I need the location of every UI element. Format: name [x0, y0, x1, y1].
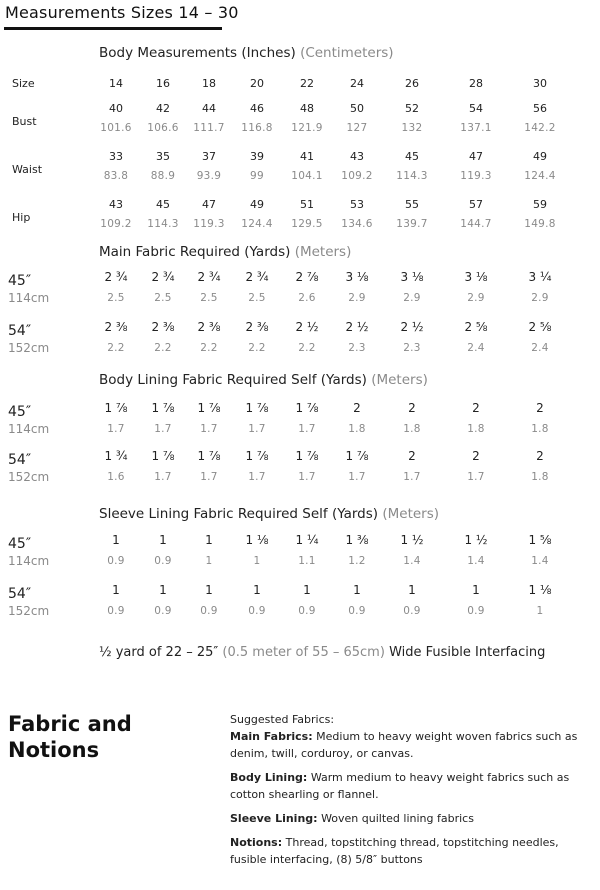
yards-cell: 1 ⅞ [345, 449, 369, 463]
meters-cell: 1.8 [348, 423, 366, 435]
meters-cell: 0.9 [154, 605, 172, 617]
meters-cell: 2.3 [348, 342, 366, 354]
interfacing-note: ½ yard of 22 – 25″ (0.5 meter of 55 – 65cm) Wide Fusible Interfacing [99, 645, 546, 660]
fabric-width-cm: 152cm [8, 470, 50, 484]
main-fabric-heading: Main Fabric Required (Yards) (Meters) [99, 244, 352, 260]
centimeters-cell: 114.3 [396, 170, 428, 182]
meters-cell: 2.9 [467, 292, 485, 304]
row-label-hip: Hip [12, 211, 31, 224]
meters-cell: 2.9 [348, 292, 366, 304]
yards-cell: 2 ¾ [151, 270, 175, 284]
meters-cell: 1 [205, 555, 213, 567]
meters-cell: 1.4 [403, 555, 421, 567]
fabric-width-cm: 114cm [8, 291, 50, 305]
meters-cell: 1.4 [531, 555, 549, 567]
inches-cell: 43 [350, 150, 364, 163]
centimeters-cell: 116.8 [241, 122, 273, 134]
yards-cell: 2 [408, 401, 416, 415]
inches-cell: 42 [156, 102, 170, 115]
centimeters-cell: 127 [346, 122, 368, 134]
yards-cell: 3 ¼ [528, 270, 552, 284]
meters-cell: 0.9 [348, 605, 366, 617]
meters-cell: 1.8 [403, 423, 421, 435]
centimeters-cell: 111.7 [193, 122, 225, 134]
meters-cell: 1.7 [154, 471, 172, 483]
inches-cell: 41 [300, 150, 314, 163]
meters-cell: 2.5 [200, 292, 218, 304]
title-underline [4, 27, 222, 30]
yards-cell: 1 ⅞ [151, 401, 175, 415]
yards-cell: 2 [536, 401, 544, 415]
meters-cell: 2.2 [298, 342, 316, 354]
yards-cell: 2 ½ [400, 320, 424, 334]
inches-cell: 39 [250, 150, 264, 163]
row-label-waist: Waist [12, 163, 43, 176]
size-cell: 30 [533, 77, 547, 90]
yards-cell: 1 ⅞ [197, 449, 221, 463]
yards-cell: 1 ⅞ [295, 449, 319, 463]
meters-cell: 2.2 [107, 342, 125, 354]
yards-cell: 2 [472, 449, 480, 463]
yards-cell: 3 ⅛ [400, 270, 424, 284]
meters-cell: 1.7 [298, 471, 316, 483]
yards-cell: 1 ¼ [295, 533, 319, 547]
centimeters-cell: 99 [250, 170, 264, 182]
yards-cell: 1 [205, 583, 213, 597]
yards-cell: 1 ⅛ [528, 583, 552, 597]
inches-cell: 59 [533, 198, 547, 211]
yards-cell: 1 ⅛ [245, 533, 269, 547]
fabric-notions-title: Fabric and Notions [8, 712, 132, 762]
meters-cell: 1 [536, 605, 544, 617]
meters-cell: 0.9 [107, 555, 125, 567]
meters-cell: 1.7 [298, 423, 316, 435]
inches-cell: 45 [156, 198, 170, 211]
inches-cell: 37 [202, 150, 216, 163]
yards-cell: 3 ⅛ [464, 270, 488, 284]
page-title: Measurements Sizes 14 – 30 [5, 3, 239, 22]
meters-cell: 0.9 [467, 605, 485, 617]
centimeters-cell: 93.9 [196, 170, 222, 182]
yards-cell: 2 ¾ [104, 270, 128, 284]
centimeters-cell: 144.7 [460, 218, 492, 230]
size-cell: 28 [469, 77, 483, 90]
fabric-width-inches: 54″ [8, 452, 32, 468]
yards-cell: 2 ⅜ [245, 320, 269, 334]
yards-cell: 2 ⅞ [295, 270, 319, 284]
meters-cell: 0.9 [107, 605, 125, 617]
meters-cell: 0.9 [403, 605, 421, 617]
centimeters-cell: 124.4 [524, 170, 556, 182]
yards-cell: 2 [536, 449, 544, 463]
meters-cell: 1.7 [200, 423, 218, 435]
inches-cell: 54 [469, 102, 483, 115]
centimeters-cell: 88.9 [150, 170, 176, 182]
centimeters-cell: 101.6 [100, 122, 132, 134]
centimeters-cell: 134.6 [341, 218, 373, 230]
meters-cell: 2.3 [403, 342, 421, 354]
centimeters-cell: 139.7 [396, 218, 428, 230]
meters-cell: 1 [253, 555, 261, 567]
meters-cell: 2.6 [298, 292, 316, 304]
inches-cell: 50 [350, 102, 364, 115]
centimeters-cell: 137.1 [460, 122, 492, 134]
yards-cell: 1 ⅞ [245, 449, 269, 463]
centimeters-cell: 149.8 [524, 218, 556, 230]
yards-cell: 2 ½ [295, 320, 319, 334]
yards-cell: 1 ½ [464, 533, 488, 547]
inches-cell: 46 [250, 102, 264, 115]
inches-cell: 47 [469, 150, 483, 163]
yards-cell: 1 [303, 583, 311, 597]
centimeters-cell: 114.3 [147, 218, 179, 230]
meters-cell: 2.5 [154, 292, 172, 304]
yards-cell: 1 [353, 583, 361, 597]
centimeters-cell: 129.5 [291, 218, 323, 230]
yards-cell: 2 ⅜ [104, 320, 128, 334]
meters-cell: 2.9 [531, 292, 549, 304]
inches-cell: 52 [405, 102, 419, 115]
fabric-width-cm: 152cm [8, 341, 50, 355]
size-cell: 26 [405, 77, 419, 90]
meters-cell: 2.9 [403, 292, 421, 304]
meters-cell: 0.9 [154, 555, 172, 567]
fabric-width-cm: 114cm [8, 554, 50, 568]
yards-cell: 1 ⅞ [197, 401, 221, 415]
notes-item-sleeve-lining: Sleeve Lining: Woven quilted lining fabrics [230, 812, 474, 825]
meters-cell: 0.9 [248, 605, 266, 617]
fabric-width-cm: 114cm [8, 422, 50, 436]
meters-cell: 1.2 [348, 555, 366, 567]
body-lining-heading: Body Lining Fabric Required Self (Yards) (Meters) [99, 372, 428, 388]
inches-cell: 45 [405, 150, 419, 163]
row-label-bust: Bust [12, 115, 37, 128]
yards-cell: 1 [112, 533, 120, 547]
meters-cell: 1.1 [298, 555, 316, 567]
meters-cell: 1.7 [154, 423, 172, 435]
meters-cell: 1.7 [248, 471, 266, 483]
yards-cell: 2 ⅜ [197, 320, 221, 334]
fabric-width-inches: 45″ [8, 536, 32, 552]
meters-cell: 1.8 [531, 423, 549, 435]
meters-cell: 2.5 [248, 292, 266, 304]
inches-cell: 49 [533, 150, 547, 163]
meters-cell: 1.8 [531, 471, 549, 483]
meters-cell: 1.8 [467, 423, 485, 435]
meters-cell: 2.4 [467, 342, 485, 354]
yards-cell: 2 ¾ [197, 270, 221, 284]
centimeters-cell: 109.2 [341, 170, 373, 182]
yards-cell: 2 ⅝ [528, 320, 552, 334]
inches-cell: 56 [533, 102, 547, 115]
centimeters-cell: 104.1 [291, 170, 323, 182]
yards-cell: 1 ⅞ [104, 401, 128, 415]
centimeters-cell: 109.2 [100, 218, 132, 230]
centimeters-cell: 121.9 [291, 122, 323, 134]
centimeters-cell: 106.6 [147, 122, 179, 134]
yards-cell: 1 [159, 583, 167, 597]
yards-cell: 1 ⅜ [345, 533, 369, 547]
fabric-width-inches: 54″ [8, 323, 32, 339]
yards-cell: 1 [112, 583, 120, 597]
fabric-notions-list [230, 711, 590, 875]
meters-cell: 1.7 [467, 471, 485, 483]
fabric-width-inches: 45″ [8, 273, 32, 289]
meters-cell: 1.7 [403, 471, 421, 483]
meters-cell: 2.2 [248, 342, 266, 354]
yards-cell: 1 [472, 583, 480, 597]
yards-cell: 1 ⅞ [245, 401, 269, 415]
size-cell: 16 [156, 77, 170, 90]
centimeters-cell: 119.3 [193, 218, 225, 230]
fabric-width-cm: 152cm [8, 604, 50, 618]
yards-cell: 2 ¾ [245, 270, 269, 284]
inches-cell: 40 [109, 102, 123, 115]
body-measurements-heading: Body Measurements (Inches) (Centimeters) [99, 45, 394, 61]
size-cell: 18 [202, 77, 216, 90]
yards-cell: 1 ⅞ [151, 449, 175, 463]
inches-cell: 44 [202, 102, 216, 115]
meters-cell: 1.7 [200, 471, 218, 483]
inches-cell: 33 [109, 150, 123, 163]
meters-cell: 1.7 [248, 423, 266, 435]
yards-cell: 2 [408, 449, 416, 463]
size-cell: 14 [109, 77, 123, 90]
meters-cell: 0.9 [200, 605, 218, 617]
inches-cell: 55 [405, 198, 419, 211]
fabric-width-inches: 54″ [8, 586, 32, 602]
yards-cell: 2 ⅜ [151, 320, 175, 334]
notes-item-body-lining: Body Lining: Warm medium to heavy weight fabrics such as cotton shearling or flannel. [230, 771, 570, 801]
centimeters-cell: 132 [401, 122, 423, 134]
inches-cell: 51 [300, 198, 314, 211]
yards-cell: 1 ¾ [104, 449, 128, 463]
yards-cell: 1 ⅞ [295, 401, 319, 415]
yards-cell: 1 ½ [400, 533, 424, 547]
size-label: Size [12, 77, 35, 90]
yards-cell: 2 [353, 401, 361, 415]
meters-cell: 2.2 [200, 342, 218, 354]
yards-cell: 2 [472, 401, 480, 415]
yards-cell: 1 [408, 583, 416, 597]
centimeters-cell: 119.3 [460, 170, 492, 182]
meters-cell: 1.7 [348, 471, 366, 483]
inches-cell: 43 [109, 198, 123, 211]
inches-cell: 53 [350, 198, 364, 211]
meters-cell: 2.2 [154, 342, 172, 354]
inches-cell: 48 [300, 102, 314, 115]
size-cell: 22 [300, 77, 314, 90]
centimeters-cell: 124.4 [241, 218, 273, 230]
inches-cell: 35 [156, 150, 170, 163]
meters-cell: 1.6 [107, 471, 125, 483]
yards-cell: 1 [205, 533, 213, 547]
meters-cell: 1.7 [107, 423, 125, 435]
centimeters-cell: 83.8 [103, 170, 129, 182]
centimeters-cell: 142.2 [524, 122, 556, 134]
meters-cell: 0.9 [298, 605, 316, 617]
size-cell: 24 [350, 77, 364, 90]
yards-cell: 2 ½ [345, 320, 369, 334]
sleeve-lining-heading: Sleeve Lining Fabric Required Self (Yards) (Meters) [99, 506, 440, 522]
inches-cell: 57 [469, 198, 483, 211]
inches-cell: 49 [250, 198, 264, 211]
size-cell: 20 [250, 77, 264, 90]
yards-cell: 2 ⅝ [464, 320, 488, 334]
suggested-fabrics-label: Suggested Fabrics: [230, 713, 335, 726]
fabric-width-inches: 45″ [8, 404, 32, 420]
yards-cell: 3 ⅛ [345, 270, 369, 284]
notes-item-notions: Notions: Thread, topstitching thread, topstitching needles, fusible interfacing, (8) 5/8″ buttons [230, 836, 559, 866]
meters-cell: 2.4 [531, 342, 549, 354]
yards-cell: 1 ⅝ [528, 533, 552, 547]
yards-cell: 1 [159, 533, 167, 547]
notes-item-main-fabrics: Main Fabrics: Medium to heavy weight woven fabrics such as denim, twill, corduroy, or canvas. [230, 730, 578, 760]
inches-cell: 47 [202, 198, 216, 211]
meters-cell: 2.5 [107, 292, 125, 304]
meters-cell: 1.4 [467, 555, 485, 567]
yards-cell: 1 [253, 583, 261, 597]
